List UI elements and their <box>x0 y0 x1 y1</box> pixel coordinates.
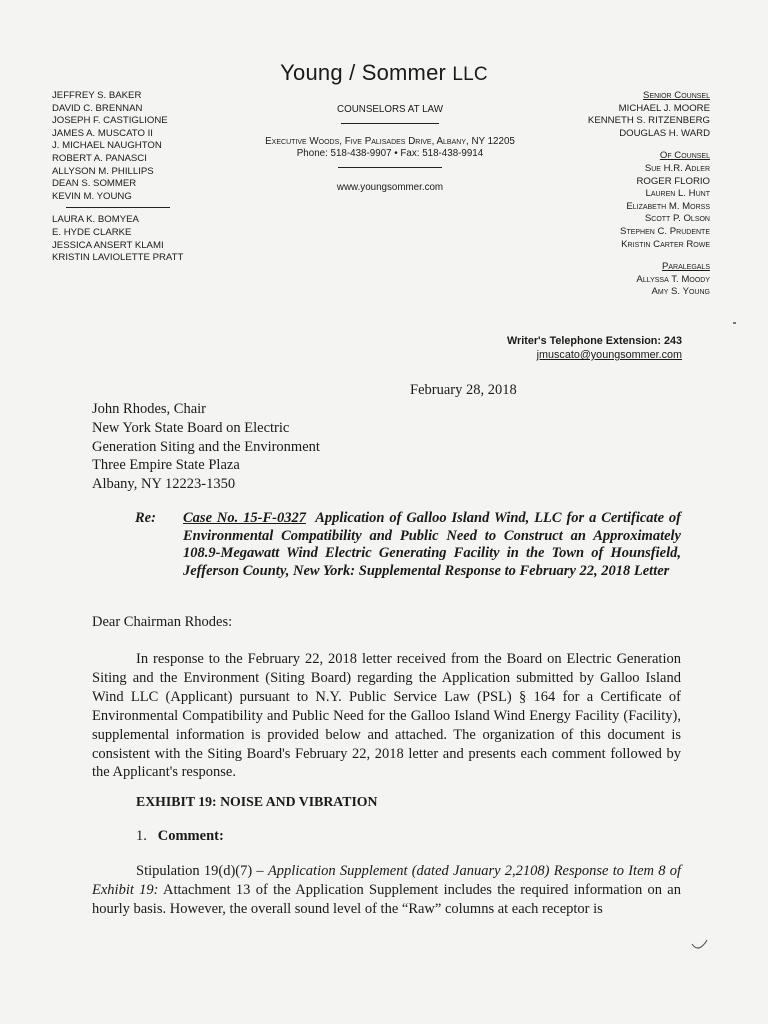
counsel-list <box>510 90 710 299</box>
senior-counsel-name: MICHAEL J. MOORE <box>618 102 710 114</box>
associate-name: JESSICA ANSERT KLAMI <box>52 239 164 251</box>
paralegals-heading: Paralegals <box>661 261 710 273</box>
of-counsel-name: Scott P. Olson <box>644 213 710 225</box>
recipient-line: Albany, NY 12223-1350 <box>92 476 236 493</box>
letter-date: February 28, 2018 <box>410 382 517 398</box>
of-counsel-name: ROGER FLORIO <box>636 175 710 187</box>
stipulation-italic: Application Supplement (dated January 2,2108) Response to Item 8 of Exhibit 19: <box>92 863 681 898</box>
comment-number: 1. <box>136 828 147 844</box>
senior-counsel-heading: Senior Counsel <box>643 90 710 101</box>
divider <box>66 207 170 208</box>
case-number: Case No. 15-F-0327 <box>183 510 306 526</box>
of-counsel-heading: Of Counsel <box>659 150 710 162</box>
comment-label: Comment: <box>157 828 224 844</box>
associate-name: LAURA K. BOMYEA <box>52 214 139 226</box>
of-counsel-name: Lauren L. Hunt <box>645 188 710 200</box>
partner-name: J. MICHAEL NAUGHTON <box>52 140 162 152</box>
divider <box>341 123 439 124</box>
writer-extension: Writer's Telephone Extension: 243 <box>507 335 682 347</box>
body-paragraph: In response to the February 22, 2018 letter received from the Board on Electric Generation Siting and the Environment (Siting Board) regarding the Application submitted by Galloo Island Wind LLC (Applicant) pursuant to N.Y. Public Service Law (PSL) § 164 for a Certificate of Environmental Compatibility and Public Need for the Galloo Island Wind Energy Facility (Facility), supplemental information is provided below and attached. The organization of this document is consistent with the Siting Board's February 22, 2018 letter and presents each comment followed by the Applicant's response. <box>92 651 681 781</box>
re-subject <box>183 510 681 581</box>
divider <box>338 167 442 168</box>
firm-address: Executive Woods, Five Palisades Drive, Albany, NY 12205 <box>265 135 515 147</box>
re-subject-text: Application of Galloo Island Wind, LLC for a Certificate of Environmental Compatibility and Public Need to Construct an Approximately 108.9-Megawatt Wind Electric Generating Facility in the Town of Hounsfield, Jefferson County, New York: Supplemental Response to February 22, 2018 Letter <box>183 510 681 580</box>
senior-counsel-name: DOUGLAS H. WARD <box>619 127 710 139</box>
firm-suffix: LLC <box>452 64 488 85</box>
of-counsel-name: Kristin Carter Rowe <box>621 238 710 250</box>
partner-name: KEVIN M. YOUNG <box>52 190 132 202</box>
of-counsel-name: Elizabeth M. Morss <box>626 200 710 212</box>
paralegal-name: Allyssa T. Moody <box>636 273 710 285</box>
recipient-line: Three Empire State Plaza <box>92 457 240 474</box>
recipient-line: Generation Siting and the Environment <box>92 438 320 455</box>
pen-check-mark <box>690 938 710 952</box>
tagline: COUNSELORS AT LAW <box>337 104 443 115</box>
associate-name: E. HYDE CLARKE <box>52 226 132 238</box>
partner-name: ROBERT A. PANASCI <box>52 152 147 164</box>
website-link[interactable]: www.youngsommer.com <box>336 181 444 193</box>
recipient-address <box>92 400 320 494</box>
salutation: Dear Chairman Rhodes: <box>92 614 233 630</box>
of-counsel-name: Stephen C. Prudente <box>620 225 710 237</box>
recipient-line: New York State Board on Electric <box>92 419 290 436</box>
writer-email-link[interactable]: jmuscato@youngsommer.com <box>536 349 682 361</box>
stipulation-ref: Stipulation 19(d)(7) – <box>136 863 264 879</box>
stipulation-text: Attachment 13 of the Application Supplement includes the required information on an hourly basis. However, the overall sound level of the “Raw” columns at each receptor is <box>92 881 681 917</box>
phone-fax: Phone: 518-438-9907 • Fax: 518-438-9914 <box>296 148 484 159</box>
comment-heading <box>136 828 224 845</box>
scan-mark <box>733 322 736 324</box>
exhibit-heading: EXHIBIT 19: NOISE AND VIBRATION <box>136 794 378 809</box>
partner-name: JEFFREY S. BAKER <box>52 90 142 101</box>
firm-name <box>0 60 768 86</box>
partner-name: DAVID C. BRENNAN <box>52 102 143 114</box>
recipient-line: John Rhodes, Chair <box>92 401 206 417</box>
writer-contact <box>507 334 682 362</box>
partner-name: JAMES A. MUSCATO II <box>52 127 153 139</box>
paralegal-name: Amy S. Young <box>651 286 710 298</box>
re-label: Re: <box>135 510 156 526</box>
partner-name: ALLYSON M. PHILLIPS <box>52 165 154 177</box>
associate-name: KRISTIN LAVIOLETTE PRATT <box>52 252 184 264</box>
firm-name-text: Young / Sommer <box>280 60 447 85</box>
partner-name: DEAN S. SOMMER <box>52 178 137 190</box>
senior-counsel-name: KENNETH S. RITZENBERG <box>587 115 710 127</box>
stipulation-paragraph <box>92 862 681 919</box>
partner-name: JOSEPH F. CASTIGLIONE <box>52 115 168 127</box>
of-counsel-name: Sue H.R. Adler <box>644 162 710 174</box>
